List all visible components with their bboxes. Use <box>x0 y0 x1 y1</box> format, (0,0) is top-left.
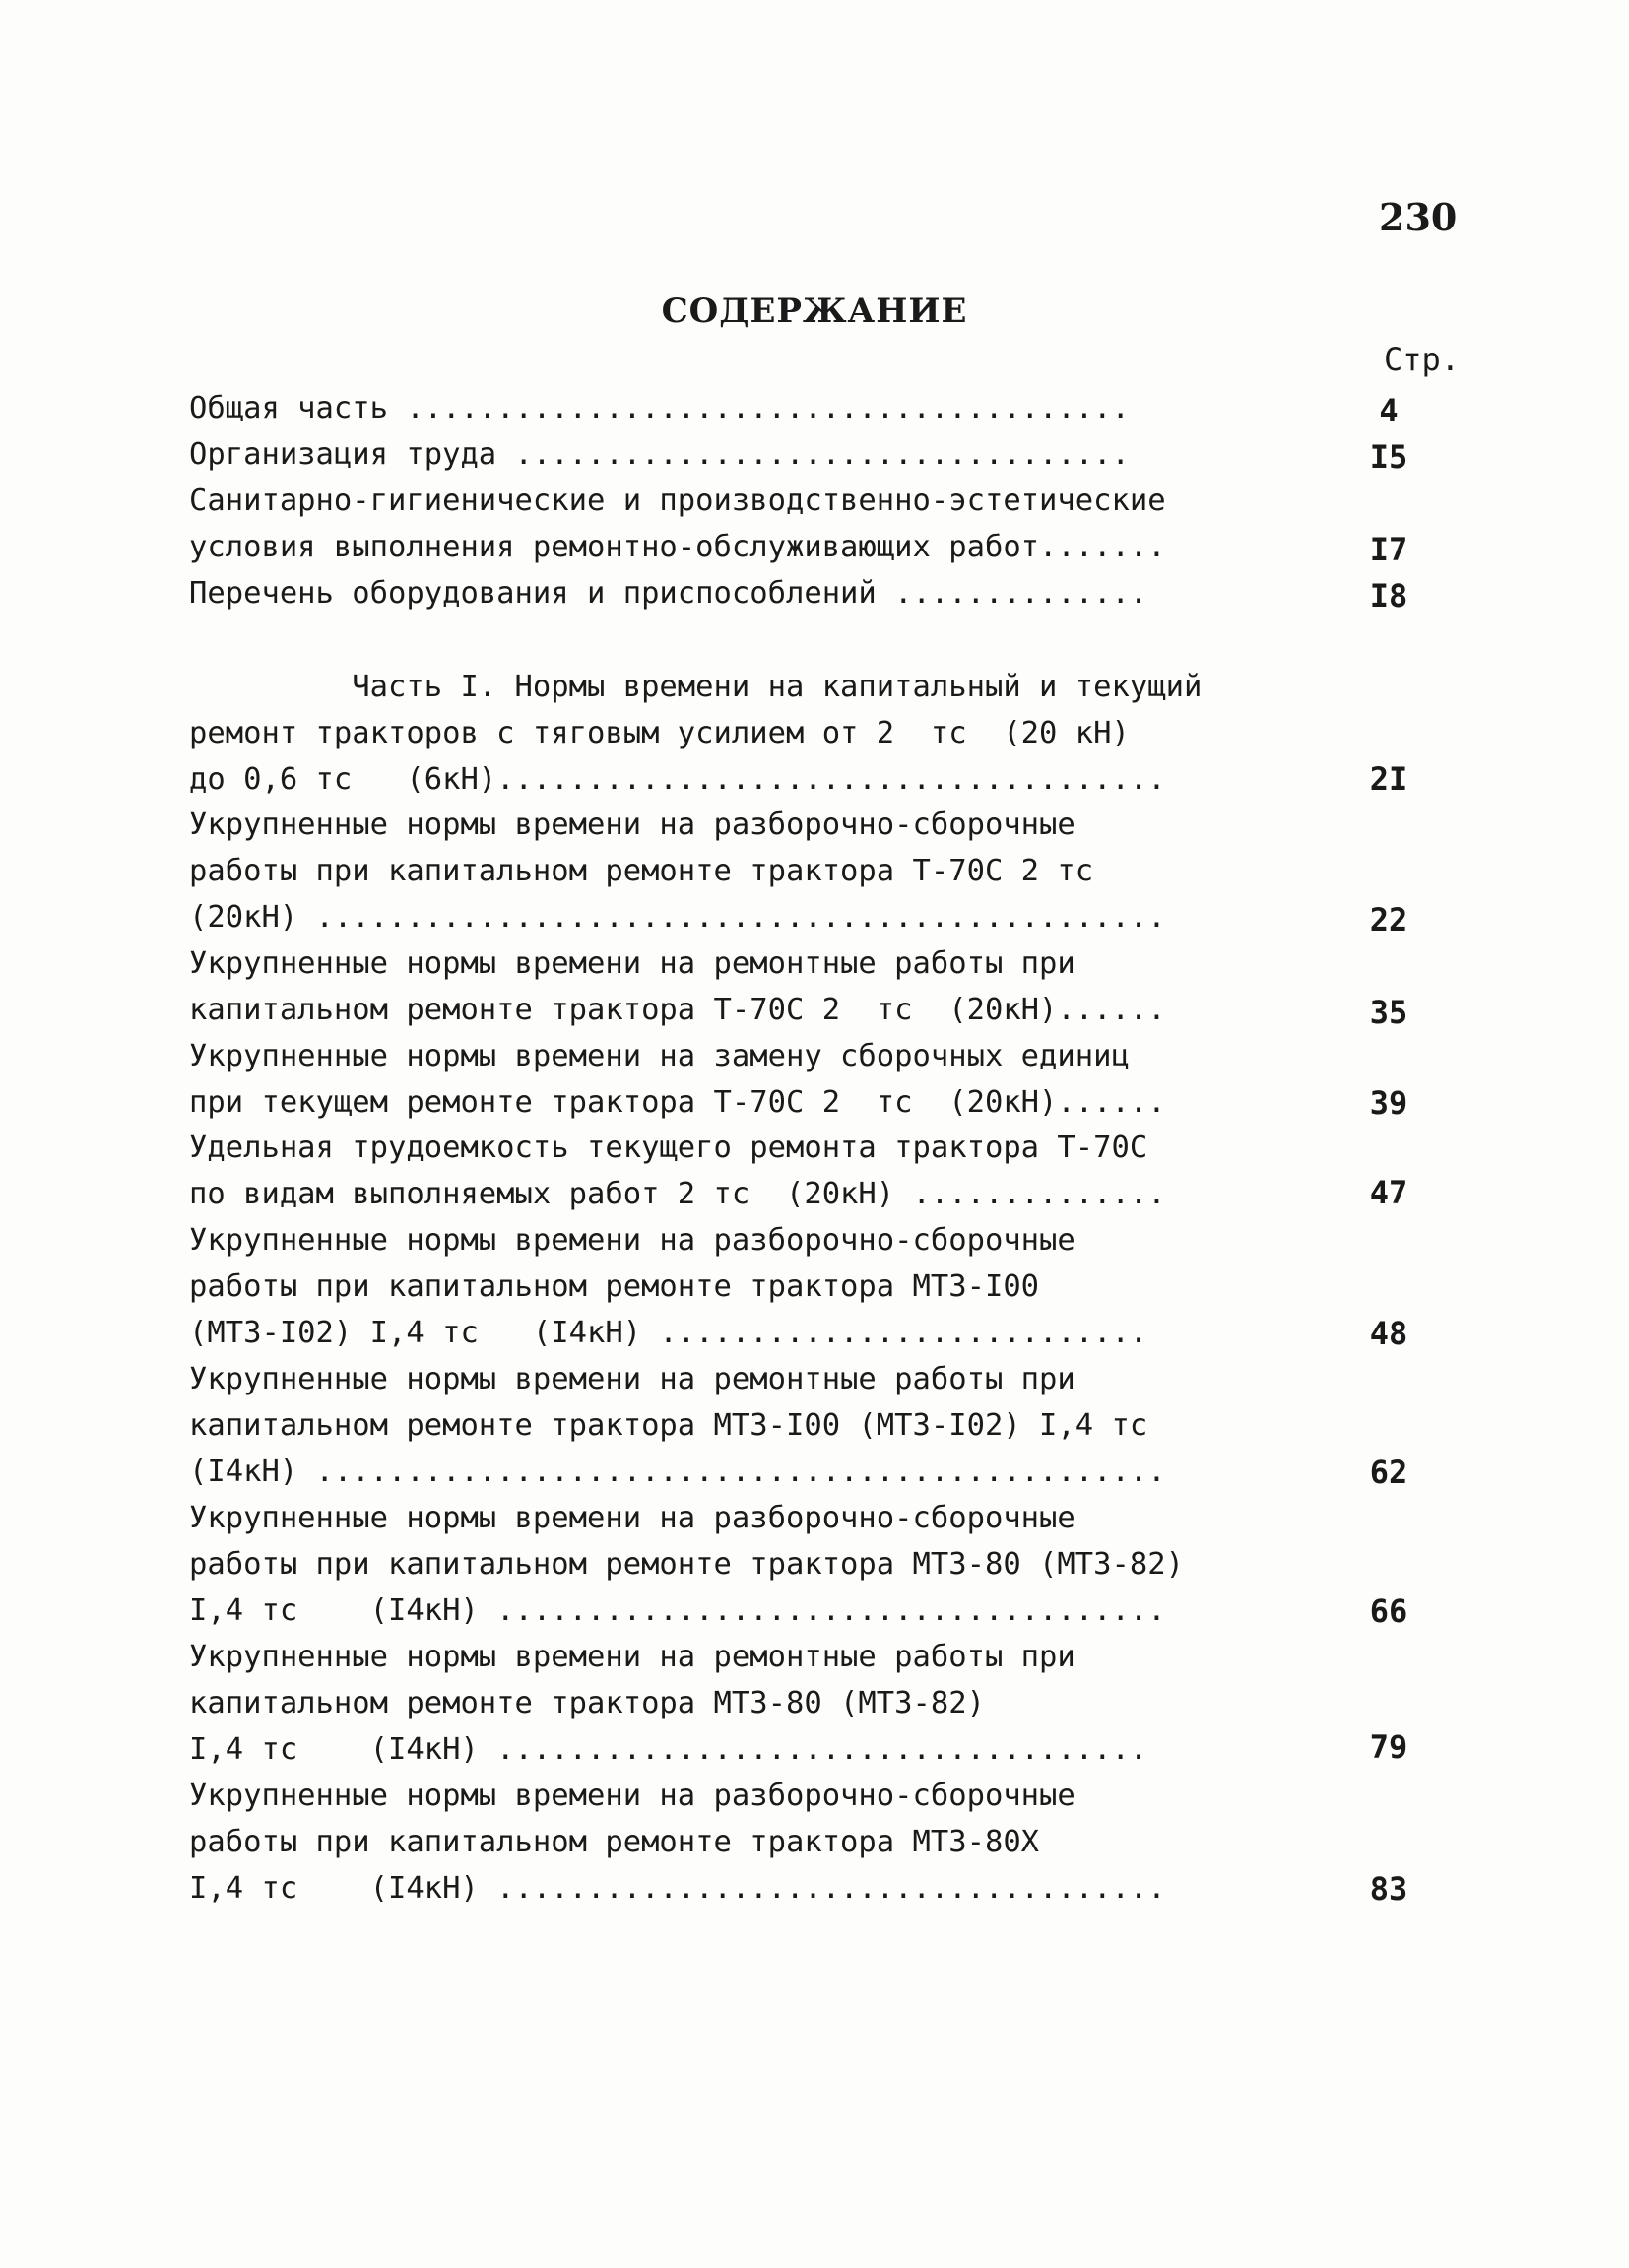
toc-page-number: I8 <box>1369 577 1408 615</box>
toc-line: I,4 тс (I4кН) ..................................... <box>189 1593 1166 1628</box>
toc-line: работы при капитальном ремонте трактора Т-70С 2 тс <box>189 854 1094 888</box>
toc-line: (I4кН) ............................................... <box>189 1455 1166 1489</box>
toc-page-number: 39 <box>1369 1084 1408 1122</box>
toc-page-number: 4 <box>1379 392 1399 429</box>
toc-line: работы при капитальном ремонте трактора МТЗ-80 (МТЗ-82) <box>189 1547 1184 1582</box>
toc-line: (МТЗ-I02) I,4 тс (I4кН) ........................... <box>189 1316 1148 1350</box>
toc-line: Укрупненные нормы времени на ремонтные работы при <box>189 1362 1075 1396</box>
toc-line: работы при капитальном ремонте трактора МТЗ-80Х <box>189 1825 1040 1859</box>
toc-line: Укрупненные нормы времени на разборочно-сборочные <box>189 1501 1075 1535</box>
toc-page-number: 62 <box>1369 1454 1408 1491</box>
page-title: СОДЕРЖАНИЕ <box>661 292 968 331</box>
toc-page-number: 48 <box>1369 1315 1408 1352</box>
page-number: 230 <box>1379 195 1458 239</box>
toc-page-number: 79 <box>1369 1728 1408 1766</box>
toc-page-number: I5 <box>1369 438 1408 476</box>
toc-page-number: 22 <box>1369 901 1408 939</box>
page-column-header: Стр. <box>1384 341 1461 378</box>
toc-line: Укрупненные нормы времени на ремонтные работы при <box>189 1640 1075 1674</box>
toc-page-number: I7 <box>1369 531 1408 568</box>
toc-line: условия выполнения ремонтно-обслуживающих работ....... <box>189 530 1166 564</box>
toc-line: Укрупненные нормы времени на разборочно-сборочные <box>189 1779 1075 1813</box>
toc-line: ремонт тракторов с тяговым усилием от 2 тс (20 кН) <box>189 716 1130 750</box>
toc-line: Санитарно-гигиенические и производственно-эстетические <box>189 484 1166 518</box>
toc-line: работы при капитальном ремонте трактора МТЗ-I00 <box>189 1269 1040 1304</box>
toc-line: капитальном ремонте трактора МТЗ-I00 (МТЗ-I02) I,4 тс <box>189 1408 1148 1443</box>
toc-line: Перечень оборудования и приспособлений .............. <box>189 576 1148 611</box>
toc-line: Организация труда .................................. <box>189 437 1130 472</box>
toc-page-number: 2I <box>1369 760 1408 798</box>
toc-line: Укрупненные нормы времени на замену сборочных единиц <box>189 1039 1130 1073</box>
toc-line: до 0,6 тс (6кН)..................................... <box>189 762 1166 797</box>
toc-line: I,4 тс (I4кН) ..................................... <box>189 1871 1166 1906</box>
toc-line: Укрупненные нормы времени на разборочно-сборочные <box>189 808 1075 842</box>
toc-line: I,4 тс (I4кН) .................................... <box>189 1732 1148 1767</box>
toc-line: Общая часть ........................................ <box>189 391 1130 425</box>
toc-line: капитальном ремонте трактора Т-70С 2 тс (20кН)...... <box>189 993 1166 1027</box>
toc-page-number: 47 <box>1369 1174 1408 1211</box>
toc-line: Укрупненные нормы времени на ремонтные работы при <box>189 946 1075 981</box>
toc-line: капитальном ремонте трактора МТЗ-80 (МТЗ-82) <box>189 1686 985 1720</box>
toc-line: при текущем ремонте трактора Т-70С 2 тс (20кН)...... <box>189 1085 1166 1120</box>
toc-page-number: 83 <box>1369 1870 1408 1908</box>
toc-page-number: 66 <box>1369 1592 1408 1630</box>
toc-page-number: 35 <box>1369 994 1408 1031</box>
toc-line: Укрупненные нормы времени на разборочно-сборочные <box>189 1223 1075 1258</box>
toc-line: по видам выполняемых работ 2 тс (20кН) .............. <box>189 1177 1166 1211</box>
toc-line: Часть I. Нормы времени на капитальный и текущий <box>189 670 1203 704</box>
toc-line: (20кН) ............................................... <box>189 900 1166 935</box>
toc-line: Удельная трудоемкость текущего ремонта трактора Т-70С <box>189 1131 1148 1165</box>
